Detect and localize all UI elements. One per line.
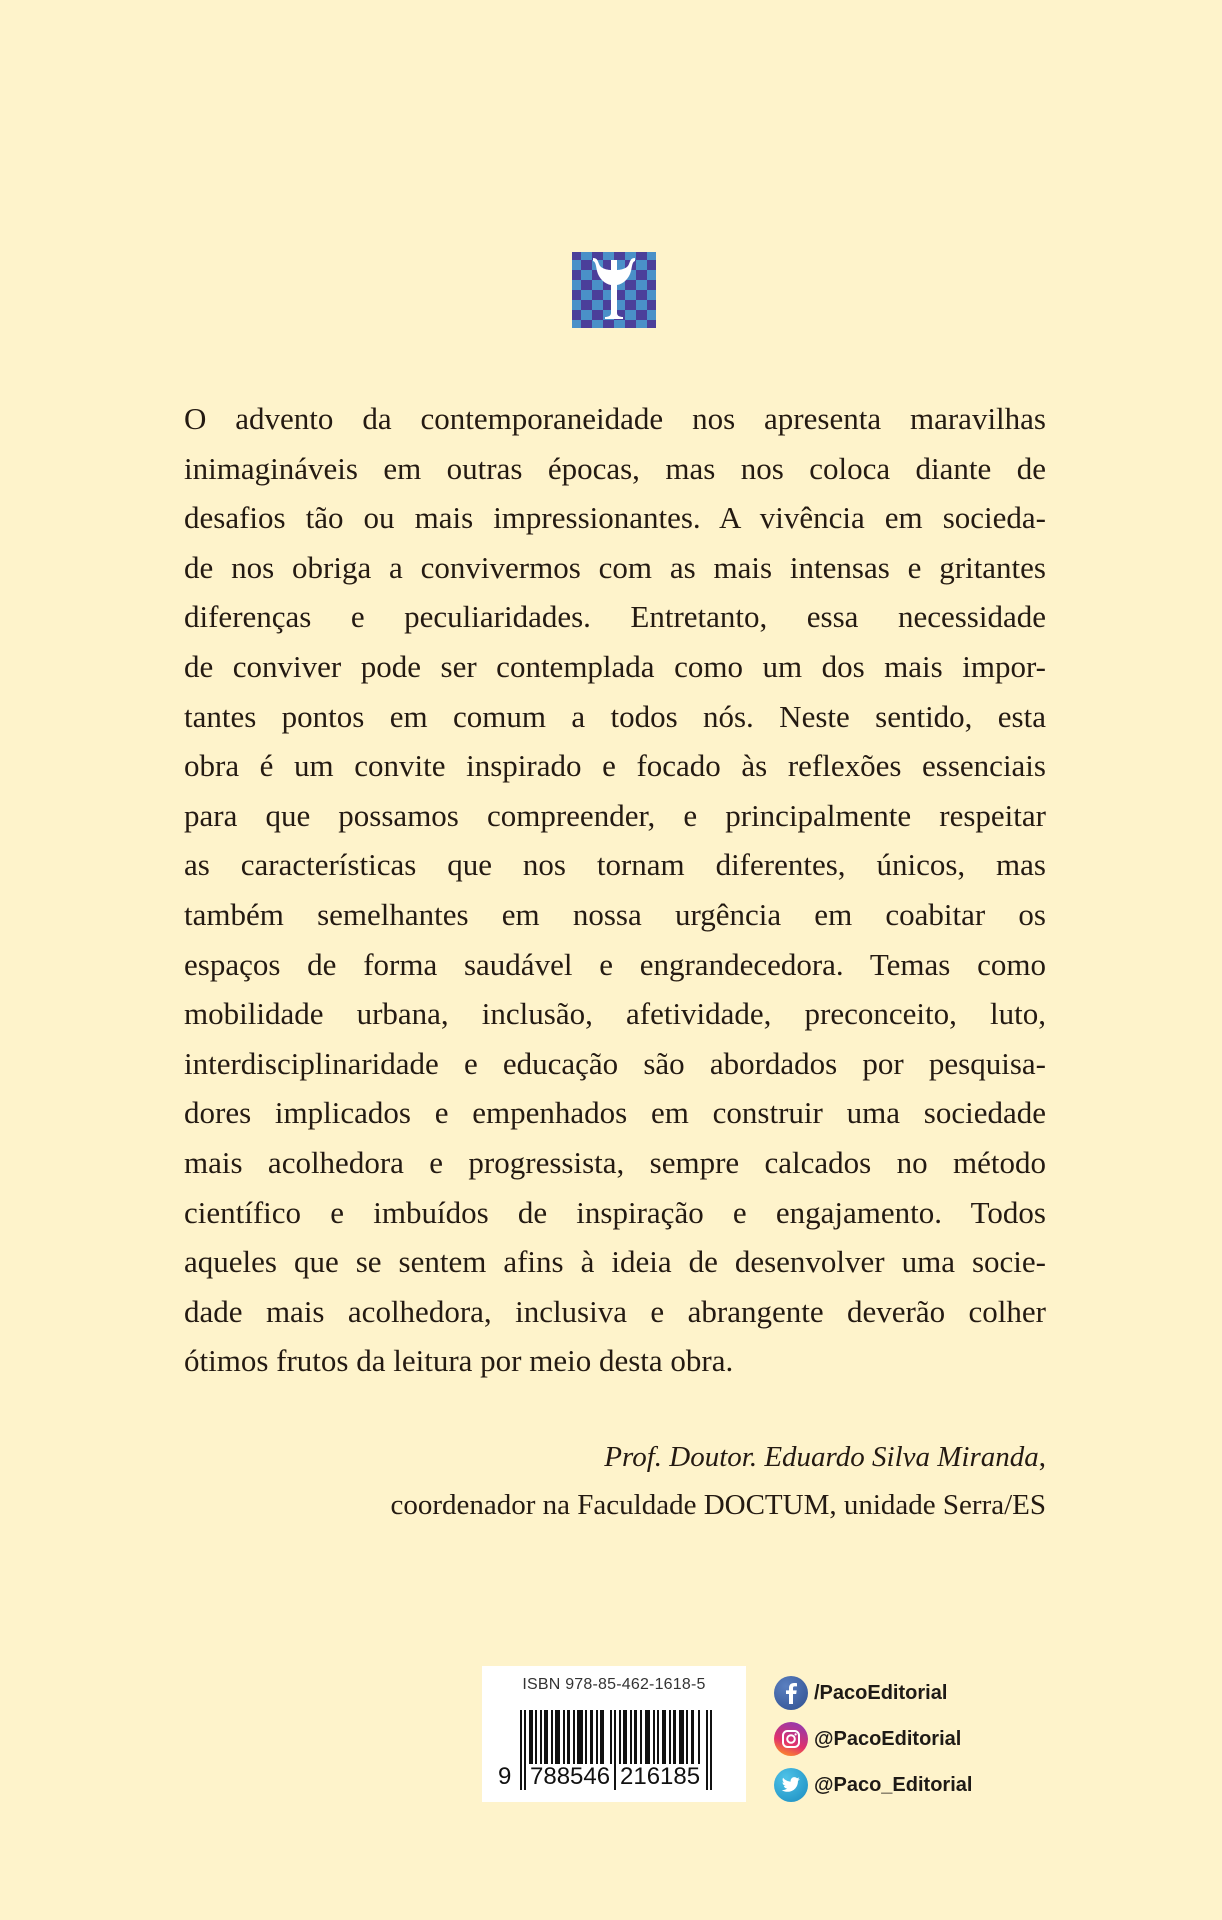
blurb-line: para que possamos compreender, e principalmente respeitar (184, 797, 1046, 833)
blurb-attribution (390, 1433, 1046, 1529)
author-role: coordenador na Faculdade DOCTUM, unidade Serra/ES (390, 1489, 1046, 1521)
barcode-digits-left: 788546 (530, 1763, 611, 1790)
twitter-icon (774, 1768, 808, 1802)
blurb-line: de conviver pode ser contemplada como um dos mais impor- (184, 648, 1046, 684)
blurb-line: espaços de forma saudável e engrandecedora. Temas como (184, 946, 1046, 982)
psi-symbol-icon (570, 250, 658, 330)
instagram-icon (774, 1722, 808, 1756)
blurb-line: mobilidade urbana, inclusão, afetividade, preconceito, luto, (184, 996, 1046, 1032)
attribution-comma: , (1038, 1441, 1046, 1473)
isbn-barcode-box (482, 1666, 746, 1802)
facebook-handle: /PacoEditorial (814, 1681, 948, 1704)
blurb-line: científico e imbuídos de inspiração e engajamento. Todos (184, 1194, 1046, 1230)
blurb-line: aqueles que se sentem afins à ideia de desenvolver uma socie- (184, 1244, 1046, 1280)
blurb-line: obra é um convite inspirado e focado às reflexões essenciais (184, 748, 1046, 784)
twitter-handle: @Paco_Editorial (814, 1773, 973, 1796)
back-cover-blurb (184, 394, 1046, 1386)
blurb-line: tantes pontos em comum a todos nós. Neste sentido, esta (184, 698, 1046, 734)
social-links (774, 1670, 972, 1808)
blurb-line: dade mais acolhedora, inclusiva e abrangente deverão colher (184, 1293, 1046, 1329)
blurb-line: inimagináveis em outras épocas, mas nos coloca diante de (184, 450, 1046, 486)
blurb-line: ótimos frutos da leitura por meio desta obra. (184, 1343, 734, 1379)
blurb-line: mais acolhedora e progressista, sempre calcados no método (184, 1144, 1046, 1180)
social-facebook (774, 1670, 972, 1716)
blurb-line: também semelhantes em nossa urgência em coabitar os (184, 896, 1046, 932)
publisher-logo (570, 250, 658, 330)
social-instagram (774, 1716, 972, 1762)
blurb-line: desafios tão ou mais impressionantes. A vivência em socieda- (184, 500, 1046, 536)
isbn-label: ISBN 978-85-462-1618-5 (522, 1676, 706, 1693)
blurb-line: dores implicados e empenhados em construir uma sociedade (184, 1095, 1046, 1131)
barcode-digit-first: 9 (498, 1763, 512, 1790)
blurb-line: as características que nos tornam diferentes, únicos, mas (184, 847, 1046, 883)
author-name: Prof. Doutor. Eduardo Silva Miranda (604, 1441, 1039, 1473)
blurb-line: de nos obriga a convivermos com as mais intensas e gritantes (184, 549, 1046, 585)
barcode-digits-right: 216185 (620, 1763, 701, 1790)
social-twitter (774, 1762, 972, 1808)
attribution-name-line (390, 1433, 1046, 1481)
facebook-icon (774, 1676, 808, 1710)
instagram-handle: @PacoEditorial (814, 1727, 962, 1750)
blurb-line: interdisciplinaridade e educação são abordados por pesquisa- (184, 1045, 1046, 1081)
blurb-line: O advento da contemporaneidade nos apresenta maravilhas (184, 401, 1046, 436)
blurb-line: diferenças e peculiaridades. Entretanto, essa necessidade (184, 599, 1046, 635)
